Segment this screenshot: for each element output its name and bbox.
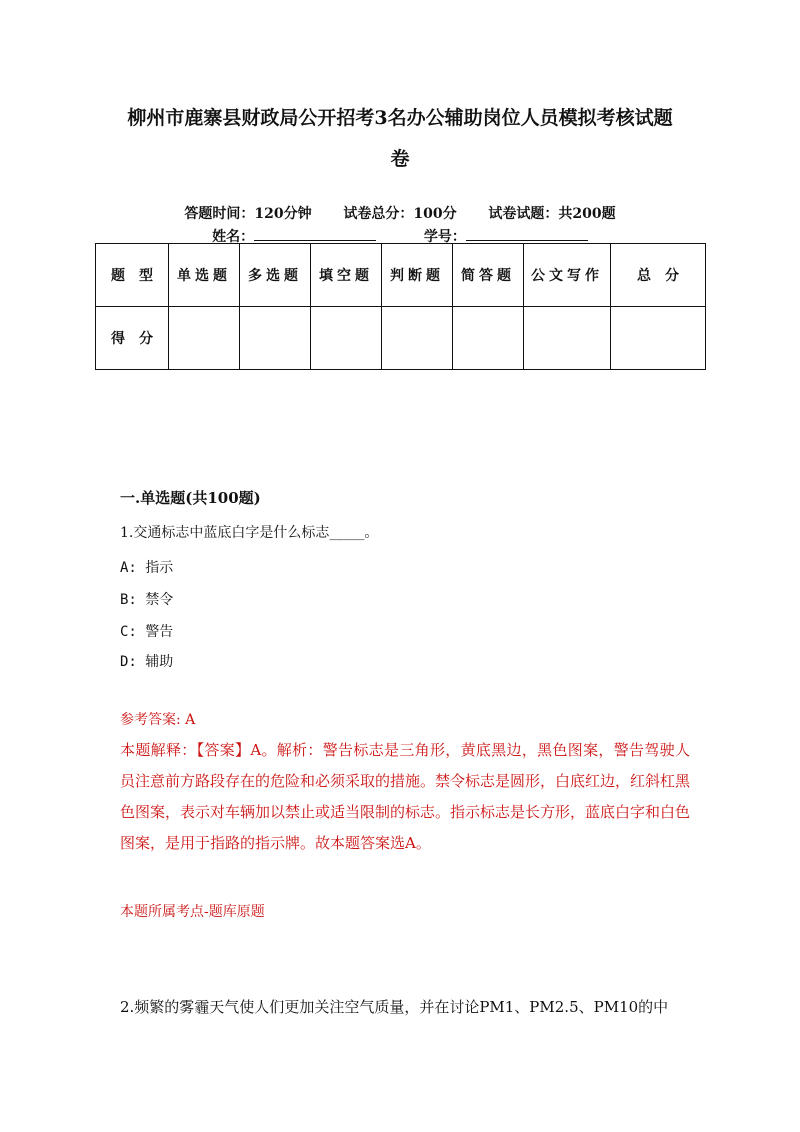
score-table-score-row xyxy=(96,307,706,370)
header-type: 题 型 xyxy=(96,244,169,307)
question-1-source: 本题所属考点-题库原题 xyxy=(120,904,265,920)
exam-time: 答题时间：120分钟 xyxy=(184,206,312,222)
exam-question-count: 试卷试题：共200题 xyxy=(488,206,616,222)
student-id-label: 学号： xyxy=(423,229,466,245)
score-cell[interactable] xyxy=(311,307,382,370)
score-cell[interactable] xyxy=(240,307,311,370)
header-official-writing: 公文写作 xyxy=(524,244,611,307)
score-cell[interactable] xyxy=(169,307,240,370)
score-table xyxy=(95,243,706,370)
header-short-answer: 简答题 xyxy=(453,244,524,307)
header-true-false: 判断题 xyxy=(382,244,453,307)
score-cell[interactable] xyxy=(453,307,524,370)
name-label: 姓名： xyxy=(212,229,255,245)
header-fill-blank: 填空题 xyxy=(311,244,382,307)
question-1-option-a[interactable]: A: 指示 xyxy=(120,560,174,576)
row-label-score: 得 分 xyxy=(96,307,169,370)
section-heading-single-choice: 一.单选题(共100题) xyxy=(120,489,261,507)
header-single-choice: 单选题 xyxy=(169,244,240,307)
question-1-option-d[interactable]: D: 辅助 xyxy=(120,654,174,670)
exam-meta-line xyxy=(0,203,800,223)
doc-title-line2: 卷 xyxy=(390,148,410,170)
question-1-option-b[interactable]: B: 禁令 xyxy=(120,592,174,608)
name-blank[interactable] xyxy=(254,228,376,241)
question-1-explanation: 本题解释：【答案】A。解析：警告标志是三角形，黄底黑边，黑色图案，警告驾驶人员注意前方路段存在的危险和必须采取的措施。禁令标志是圆形，白底红边，红斜杠黑色图案，表示对车辆加以禁止或适当限制的标志。指示标志是长方形，蓝底白字和白色图案，是用于指路的指示牌。故本题答案选A。 xyxy=(120,741,691,852)
score-cell[interactable] xyxy=(524,307,611,370)
score-cell[interactable] xyxy=(382,307,453,370)
score-table-header-row xyxy=(96,244,706,307)
header-multiple-choice: 多选题 xyxy=(240,244,311,307)
doc-title-line1: 柳州市鹿寨县财政局公开招考3名办公辅助岗位人员模拟考核试题 xyxy=(127,107,673,129)
question-2-stem: 2.频繁的雾霾天气使人们更加关注空气质量，并在讨论PM1、PM2.5、PM10的中 xyxy=(120,998,669,1016)
question-1-option-c[interactable]: C: 警告 xyxy=(120,624,174,640)
score-cell[interactable] xyxy=(611,307,706,370)
student-id-blank[interactable] xyxy=(466,228,588,241)
question-1-stem: 1.交通标志中蓝底白字是什么标志_____。 xyxy=(120,525,379,541)
question-1-answer: 参考答案: A xyxy=(120,712,196,728)
header-total: 总 分 xyxy=(611,244,706,307)
exam-total-score: 试卷总分：100分 xyxy=(343,206,457,222)
